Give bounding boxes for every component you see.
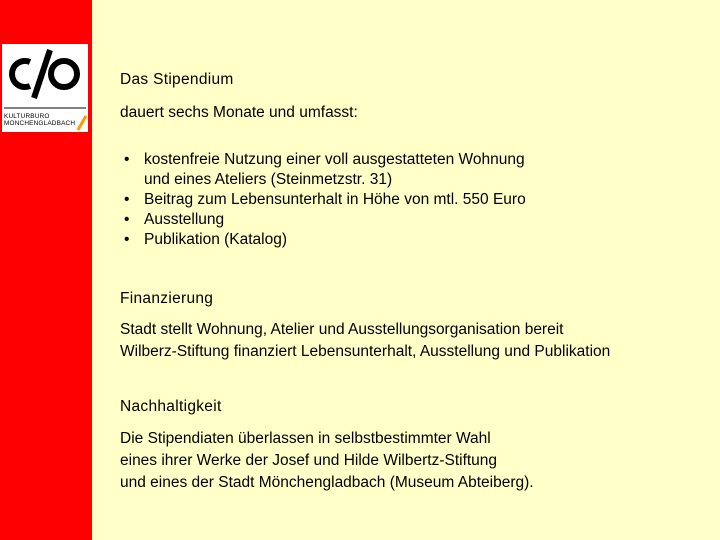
stipendium-title: Das Stipendium [120,71,234,88]
list-item: • Publikation (Katalog) [120,230,526,250]
nachhaltigkeit-text [120,428,534,494]
paragraph-line: eines ihrer Werke der Josef und Hilde Wilbertz-Stiftung [120,452,498,469]
stipendium-intro: dauert sechs Monate und umfasst: [120,104,358,121]
finanzierung-title: Finanzierung [120,290,214,307]
stipendium-list [120,150,526,250]
paragraph-line: Die Stipendiaten überlassen in selbstbestimmter Wahl [120,430,491,447]
list-item: • Ausstellung [120,210,526,230]
nachhaltigkeit-title: Nachhaltigkeit [120,398,222,415]
list-item: • kostenfreie Nutzung einer voll ausgestatteten Wohnung und eines Ateliers (Steinmetzstr. 31) [120,150,526,190]
kulturbuero-logo [2,44,88,132]
finanzierung-text [120,319,610,363]
paragraph-line: Stadt stellt Wohnung, Atelier und Ausstellungsorganisation bereit [120,321,564,338]
paragraph-line: Wilberz-Stiftung finanziert Lebensunterhalt, Ausstellung und Publikation [120,343,611,360]
list-item: • Beitrag zum Lebensunterhalt in Höhe von mtl. 550 Euro [120,190,526,210]
logo-line-2: MÖNCHENGLADBACH [4,120,76,127]
logo-line-1: KULTURBÜRO [4,113,50,120]
paragraph-line: und eines der Stadt Mönchengladbach (Museum Abteiberg). [120,474,534,491]
